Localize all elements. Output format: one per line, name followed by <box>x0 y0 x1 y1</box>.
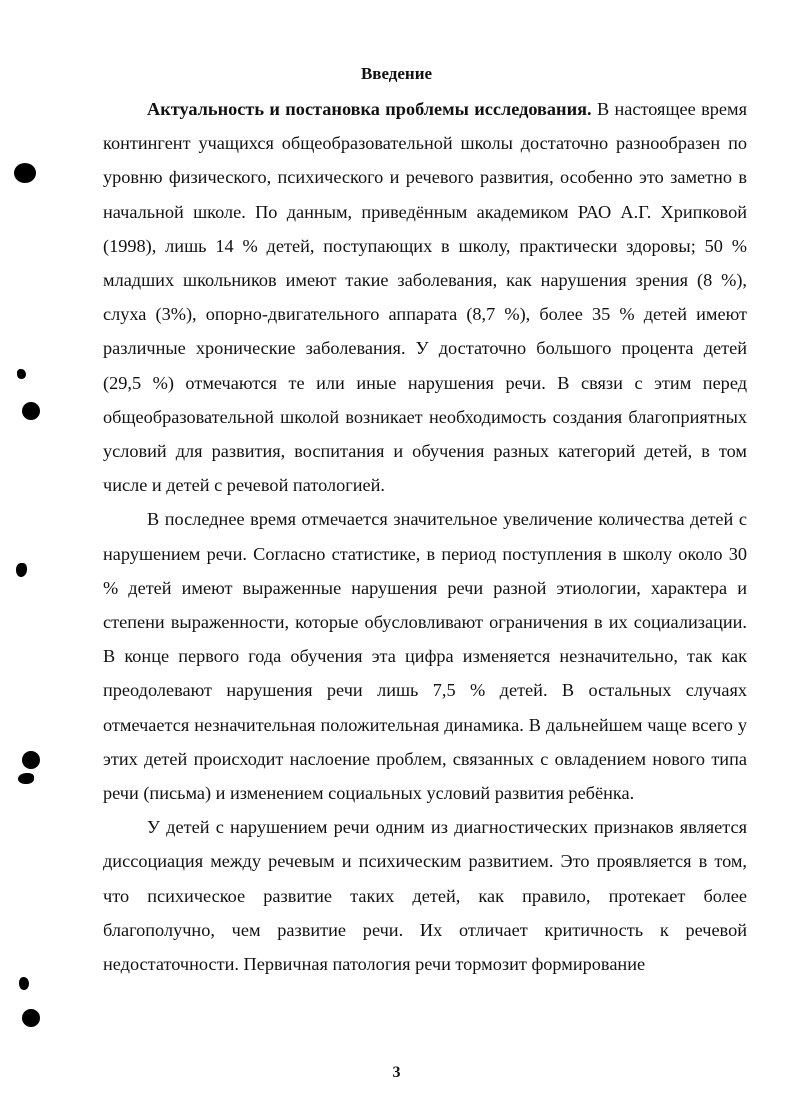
ink-blot-mark <box>17 369 26 379</box>
ink-blot-mark <box>19 977 29 990</box>
page-number: 3 <box>392 1064 401 1081</box>
paragraph <box>103 502 747 810</box>
punch-hole-mark <box>22 751 40 769</box>
page-title: Введение <box>360 64 433 83</box>
paragraph-text: В последнее время отмечается значительное увеличение количества детей с нарушением речи. Согласно статистике, в период поступления в школу около 30 % детей имеют выраженные нарушения речи разной этиологии, характера и степени выраженности, которые обусловливают ограничения в их социализации. В конце первого года обучения эта цифра изменяется незначительно, так как преодолевают нарушения речи лишь 7,5 % детей. В остальных случаях отмечается незначительная положительная динамика. В дальнейшем чаще всего у этих детей происходит наслоение проблем, связанных с овладением нового типа речи (письма) и изменением социальных условий развития ребёнка. <box>103 509 747 804</box>
ink-blot-mark <box>16 563 27 577</box>
body-text <box>103 92 747 981</box>
punch-hole-mark <box>22 402 40 420</box>
punch-hole-mark <box>14 163 36 183</box>
paragraph-text: У детей с нарушением речи одним из диагностических признаков является диссоциация между речевым и психическим развитием. Это проявляется в том, что психическое развитие таких детей, как правило, протекает более благополучно, чем развитие речи. Их отличает критичность к речевой недостаточности. Первичная патология речи тормозит формирование <box>103 817 747 975</box>
paragraph <box>103 92 747 502</box>
ink-blot-mark <box>18 773 34 784</box>
paragraph <box>103 810 747 981</box>
paragraph-text: В настоящее время контингент учащихся общеобразовательной школы достаточно разнообразен по уровню физического, психического и речевого развития, особенно это заметно в начальной школе. По данным, приведённым академиком РАО А.Г. Хрипковой (1998), лишь 14 % детей, поступающих в школу, практически здоровы; 50 % младших школьников имеют такие заболевания, как нарушения зрения (8 %), слуха (3%), опорно-двигательного аппарата (8,7 %), более 35 % детей имеют различные хронические заболевания. У достаточно большого процента детей (29,5 %) отмечаются те или иные нарушения речи. В связи с этим перед общеобразовательной школой возникает необходимость создания благоприятных условий для развития, воспитания и обучения разных категорий детей, в том числе и детей с речевой патологией. <box>103 99 747 496</box>
paragraph-lead: Актуальность и постановка проблемы исследования. <box>147 99 592 119</box>
punch-hole-mark <box>22 1009 40 1027</box>
